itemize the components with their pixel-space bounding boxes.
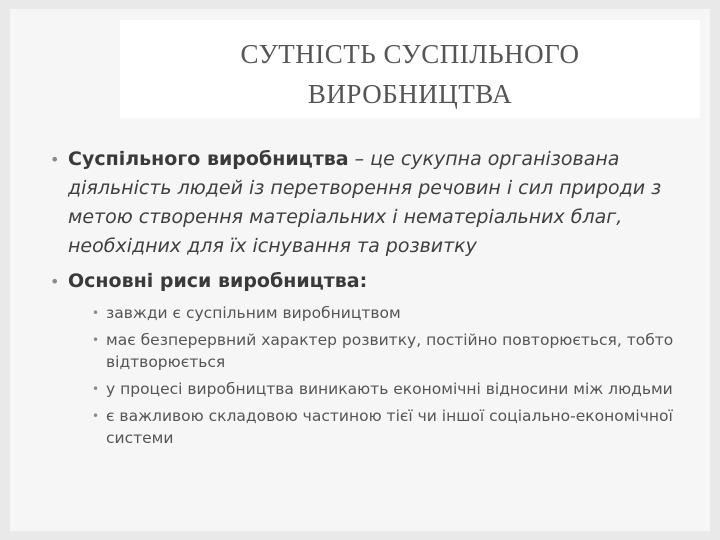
list-item — [92, 378, 688, 400]
bullet-definition-term: Суспільного виробництва — [68, 148, 349, 170]
list-item-text: у процесі виробництва виникають економічні відносини між людьми — [106, 380, 673, 398]
features-list — [48, 302, 688, 449]
title-line-1: СУТНІСТЬ СУСПІЛЬНОГО — [240, 39, 580, 69]
bullet-definition — [48, 145, 688, 261]
sub-bullet-dot-icon: • — [92, 306, 100, 320]
list-item — [92, 405, 688, 449]
list-item — [92, 302, 688, 324]
sub-bullet-dot-icon: • — [92, 382, 100, 396]
bullet-features — [48, 267, 688, 296]
bullet-dot-icon: • — [50, 272, 60, 291]
title-line-2: ВИРОБНИЦТВА — [307, 79, 513, 109]
bullet-features-heading: Основні риси виробництва: — [68, 270, 368, 292]
sub-bullet-dot-icon: • — [92, 333, 100, 347]
bullet-definition-text: – це сукупна організована діяльність людей із перетворення речовин і сил природи з метою створення матеріальних і нематеріальних благ, необхідних для їх існування та розвитку — [68, 148, 662, 257]
slide-content — [48, 145, 688, 454]
list-item-text: є важливою складовою частиною тієї чи іншої соціально-економічної системи — [106, 407, 673, 447]
bullet-dot-icon: • — [50, 150, 60, 169]
list-item-text: має безперервний характер розвитку, постійно повторюється, тобто відтворюється — [106, 331, 674, 371]
sub-bullet-dot-icon: • — [92, 409, 100, 423]
slide-title — [120, 34, 700, 114]
list-item — [92, 329, 688, 373]
list-item-text: завжди є суспільним виробництвом — [106, 304, 401, 322]
